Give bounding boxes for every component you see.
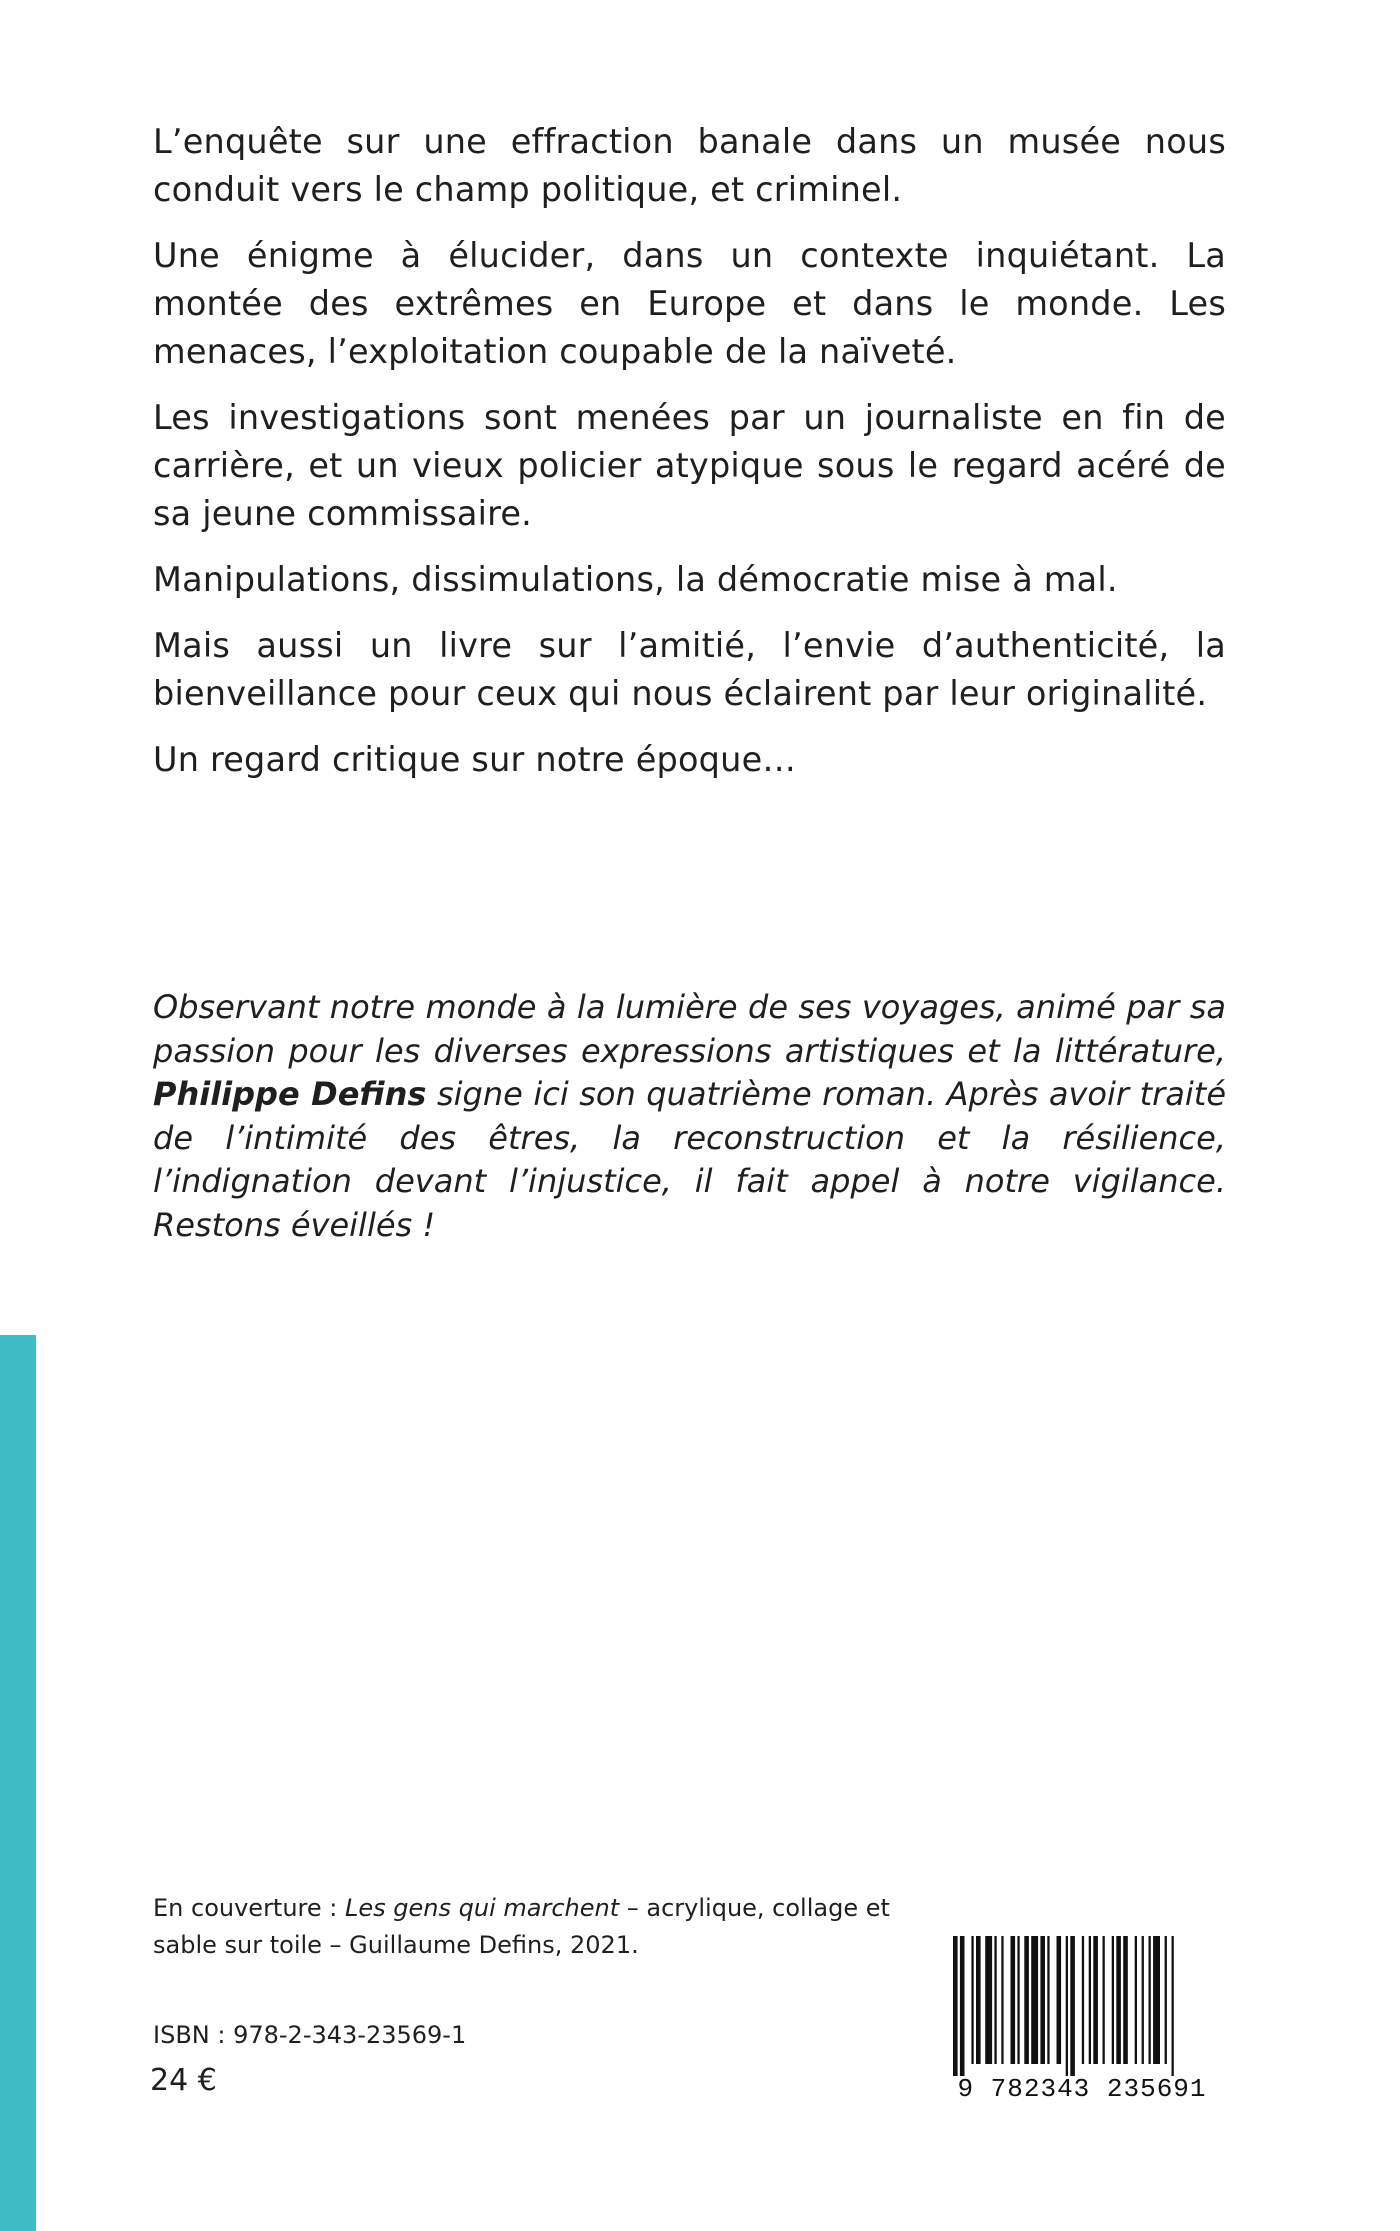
barcode-bar xyxy=(971,1936,973,2064)
author-bio-rest: signe ici son quatrième roman. Après avoir traité de l’intimité des êtres, la reconstruction et la résilience, l’indignation devant l’injustice, il fait appel à notre vigilance. Restons éveillés ! xyxy=(153,1075,1227,1244)
barcode-bar xyxy=(1116,1936,1121,2064)
barcode-bar xyxy=(1142,1936,1144,2064)
barcode-bar xyxy=(1112,1936,1114,2064)
cover-artwork-title: Les gens qui marchent xyxy=(345,1894,620,1922)
author-name: Philippe Defins xyxy=(153,1075,427,1113)
barcode-bar xyxy=(1031,1936,1038,2064)
barcode-digits: 9 782343 235691 xyxy=(957,2074,1207,2100)
barcode-bar xyxy=(1093,1936,1098,2064)
cover-credit-details: – acrylique, collage et sable sur toile – Guillaume Defins, 2021. xyxy=(153,1894,890,1959)
blurb-paragraph: Une énigme à élucider, dans un contexte inquiétant. La montée des extrêmes en Europe et dans le monde. Les menaces, l’exploitation coupable de la naïveté. xyxy=(153,236,1226,371)
blurb-paragraph: Manipulations, dissimulations, la démocratie mise à mal. xyxy=(153,560,1118,599)
barcode-bar xyxy=(1089,1936,1091,2064)
barcode-bar xyxy=(1165,1936,1167,2064)
back-cover-blurb xyxy=(153,118,1226,802)
barcode-bar xyxy=(1149,1936,1151,2064)
barcode-bar xyxy=(1017,1936,1019,2064)
barcode-bar xyxy=(1103,1936,1105,2064)
barcode-bar xyxy=(953,1936,958,2076)
barcode-bar xyxy=(1082,1936,1084,2064)
barcode-bar xyxy=(1047,1936,1049,2064)
isbn: ISBN : 978-2-343-23569-1 xyxy=(153,2021,467,2049)
barcode-bar xyxy=(1011,1936,1016,2064)
barcode-bar xyxy=(985,1936,992,2064)
cover-credit-prefix: En couverture : xyxy=(153,1894,338,1922)
author-bio-intro: Observant notre monde à la lumière de ses voyages, animé par sa passion pour les diverses expressions artistiques et la littérature, xyxy=(153,988,1226,1070)
price: 24 € xyxy=(150,2063,217,2098)
barcode-bar xyxy=(1001,1936,1003,2064)
barcode-bar xyxy=(1070,1936,1075,2076)
barcode-bar xyxy=(976,1936,981,2064)
barcode-bars xyxy=(953,1936,1174,2076)
barcode-bar xyxy=(1057,1936,1062,2064)
barcode-bar xyxy=(1172,1936,1174,2076)
blurb-paragraph: Mais aussi un livre sur l’amitié, l’envie d’authenticité, la bienveillance pour ceux qui nous éclairent par leur originalité. xyxy=(153,626,1226,713)
barcode-bar xyxy=(1066,1936,1068,2076)
accent-side-bar xyxy=(0,1335,36,2231)
cover-credit xyxy=(153,1890,933,1964)
blurb-paragraph: Les investigations sont menées par un journaliste en fin de carrière, et un vieux policier atypique sous le regard acéré de sa jeune commissaire. xyxy=(153,398,1226,533)
barcode-bar xyxy=(960,1936,965,2076)
barcode-bar xyxy=(1153,1936,1160,2064)
barcode-bar xyxy=(1040,1936,1045,2064)
blurb-paragraph: L’enquête sur une effraction banale dans un musée nous conduit vers le champ politique, et criminel. xyxy=(153,122,1226,209)
barcode-bar xyxy=(1123,1936,1128,2064)
blurb-paragraph: Un regard critique sur notre époque… xyxy=(153,740,797,779)
barcode-bar xyxy=(1024,1936,1029,2064)
barcode xyxy=(943,1936,1221,2100)
author-bio xyxy=(153,986,1226,1247)
barcode-bar xyxy=(1135,1936,1137,2064)
barcode-bar xyxy=(994,1936,996,2064)
